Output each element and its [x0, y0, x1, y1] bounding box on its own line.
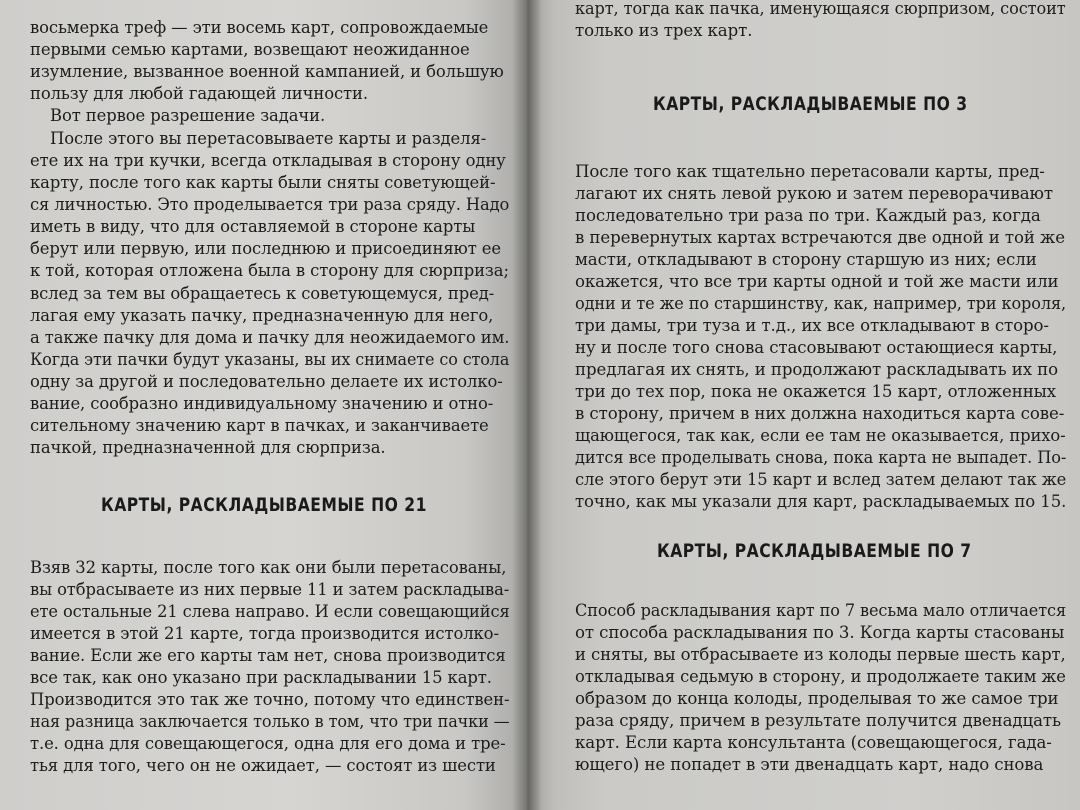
text-line: После этого вы перетасовываете карты и разделя-	[50, 129, 487, 148]
text-line: сительному значению карт в пачках, и заканчиваете	[30, 416, 489, 435]
text-line: Вот первое разрешение задачи.	[50, 106, 326, 125]
text-line: Производится это так же точно, потому что единствен-	[30, 690, 510, 709]
text-line: точно, как мы указали для карт, раскладываемых по 15.	[575, 492, 1067, 511]
section-heading-21: КАРТЫ, РАСКЛАДЫВАЕМЫЕ ПО 21	[101, 494, 427, 516]
text-line: щающегося, так как, если ее там не оказывается, прихо-	[575, 426, 1066, 445]
text-line: вы отбрасываете из них первые 11 и затем раскладыва-	[30, 580, 510, 599]
text-line: ся личностью. Это проделывается три раза сряду. Надо	[30, 195, 510, 214]
text-line: предлагая их снять, и продолжают раскладывать их по	[575, 360, 1058, 379]
text-line: карту, после того как карты были сняты советующей-	[30, 173, 496, 192]
text-line: восьмерка треф — эти восемь карт, сопровождаемые	[30, 18, 489, 37]
text-line: ну и после того снова стасовывают остающиеся карты,	[575, 338, 1058, 357]
text-line: одни и те же по старшинству, как, например, три короля,	[575, 294, 1067, 313]
text-line: образом до конца колоды, проделывая то же самое три	[575, 689, 1059, 708]
text-line: раза сряду, причем в результате получится двенадцать	[575, 711, 1061, 730]
text-line: в сторону, причем в них должна находиться карта сове-	[575, 404, 1065, 423]
text-line: После того как тщательно перетасовали карты, пред-	[575, 162, 1045, 181]
text-line: лагают их снять левой рукою и затем переворачивают	[575, 184, 1053, 203]
text-line: имеется в этой 21 карте, тогда производится истолко-	[30, 624, 499, 643]
text-line: сле этого берут эти 15 карт и вслед затем делают так же	[575, 470, 1067, 489]
text-line: лагая ему указать пачку, предназначенную для него,	[30, 306, 494, 325]
text-line: изумление, вызванное военной кампанией, и большую	[30, 62, 504, 81]
text-line: и сняты, вы отбрасываете из колоды первые шесть карт,	[575, 645, 1066, 664]
text-line: карт, тогда как пачка, именующаяся сюрпризом, состоит	[575, 0, 1066, 18]
text-line: ете остальные 21 слева направо. И если совещающийся	[30, 602, 510, 621]
text-line: только из трех карт.	[575, 21, 753, 40]
text-line: вание, сообразно индивидуальному значению и отно-	[30, 394, 494, 413]
text-line: Способ раскладывания карт по 7 весьма мало отличается	[575, 601, 1067, 620]
text-line: три дамы, три туза и т.д., их все откладывают в сторо-	[575, 316, 1049, 335]
text-line: пользу для любой гадающей личности.	[30, 84, 368, 103]
text-line: дится все проделывать снова, пока карта не выпадет. По-	[575, 448, 1067, 467]
text-line: три до тех пор, пока не окажется 15 карт, отложенных	[575, 382, 1057, 401]
text-line: пачкой, предназначенной для сюрприза.	[30, 438, 386, 457]
text-line: Когда эти пачки будут указаны, вы их снимаете со стола	[30, 350, 510, 369]
book-gutter	[512, 0, 542, 810]
text-line: ете их на три кучки, всегда откладывая в сторону одну	[30, 151, 506, 170]
right-page	[527, 0, 1080, 810]
text-line: окажется, что все три карты одной и той же масти или	[575, 272, 1059, 291]
text-line: карт. Если карта консультанта (совещающегося, гада-	[575, 733, 1052, 752]
text-line: тья для того, чего он не ожидает, — состоят из шести	[30, 756, 496, 775]
text-line: к той, которая отложена была в сторону для сюрприза;	[30, 261, 509, 280]
text-line: т.е. одна для совещающегося, одна для его дома и тре-	[30, 734, 506, 753]
left-page	[0, 0, 527, 810]
text-line: ная разница заключается только в том, что три пачки —	[30, 712, 510, 731]
text-line: ющего) не попадет в эти двенадцать карт, надо снова	[575, 755, 1044, 774]
text-line: последовательно три раза по три. Каждый раз, когда	[575, 206, 1041, 225]
section-heading-7: КАРТЫ, РАСКЛАДЫВАЕМЫЕ ПО 7	[657, 540, 972, 562]
text-line: первыми семью картами, возвещают неожиданное	[30, 40, 470, 59]
text-line: откладывая седьмую в сторону, и продолжаете таким же	[575, 667, 1066, 686]
text-line: от способа раскладывания по 3. Когда карты стасованы	[575, 623, 1065, 642]
text-line: в перевернутых картах встречаются две одной и той же	[575, 228, 1065, 247]
text-line: все так, как оно указано при раскладывании 15 карт.	[30, 668, 492, 687]
text-line: масти, откладывают в сторону старшую из них; если	[575, 250, 1037, 269]
text-line: иметь в виду, что для оставляемой в стороне карты	[30, 217, 476, 236]
text-line: Взяв 32 карты, после того как они были перетасованы,	[30, 558, 507, 577]
section-heading-3: КАРТЫ, РАСКЛАДЫВАЕМЫЕ ПО 3	[653, 93, 968, 115]
text-line: берут или первую, или последнюю и присоединяют ее	[30, 239, 502, 258]
text-line: одну за другой и последовательно делаете их истолко-	[30, 372, 503, 391]
text-line: а также пачку для дома и пачку для неожидаемого им.	[30, 328, 510, 347]
text-line: вание. Если же его карты там нет, снова производится	[30, 646, 506, 665]
text-line: вслед за тем вы обращаетесь к советующемуся, пред-	[30, 284, 495, 303]
